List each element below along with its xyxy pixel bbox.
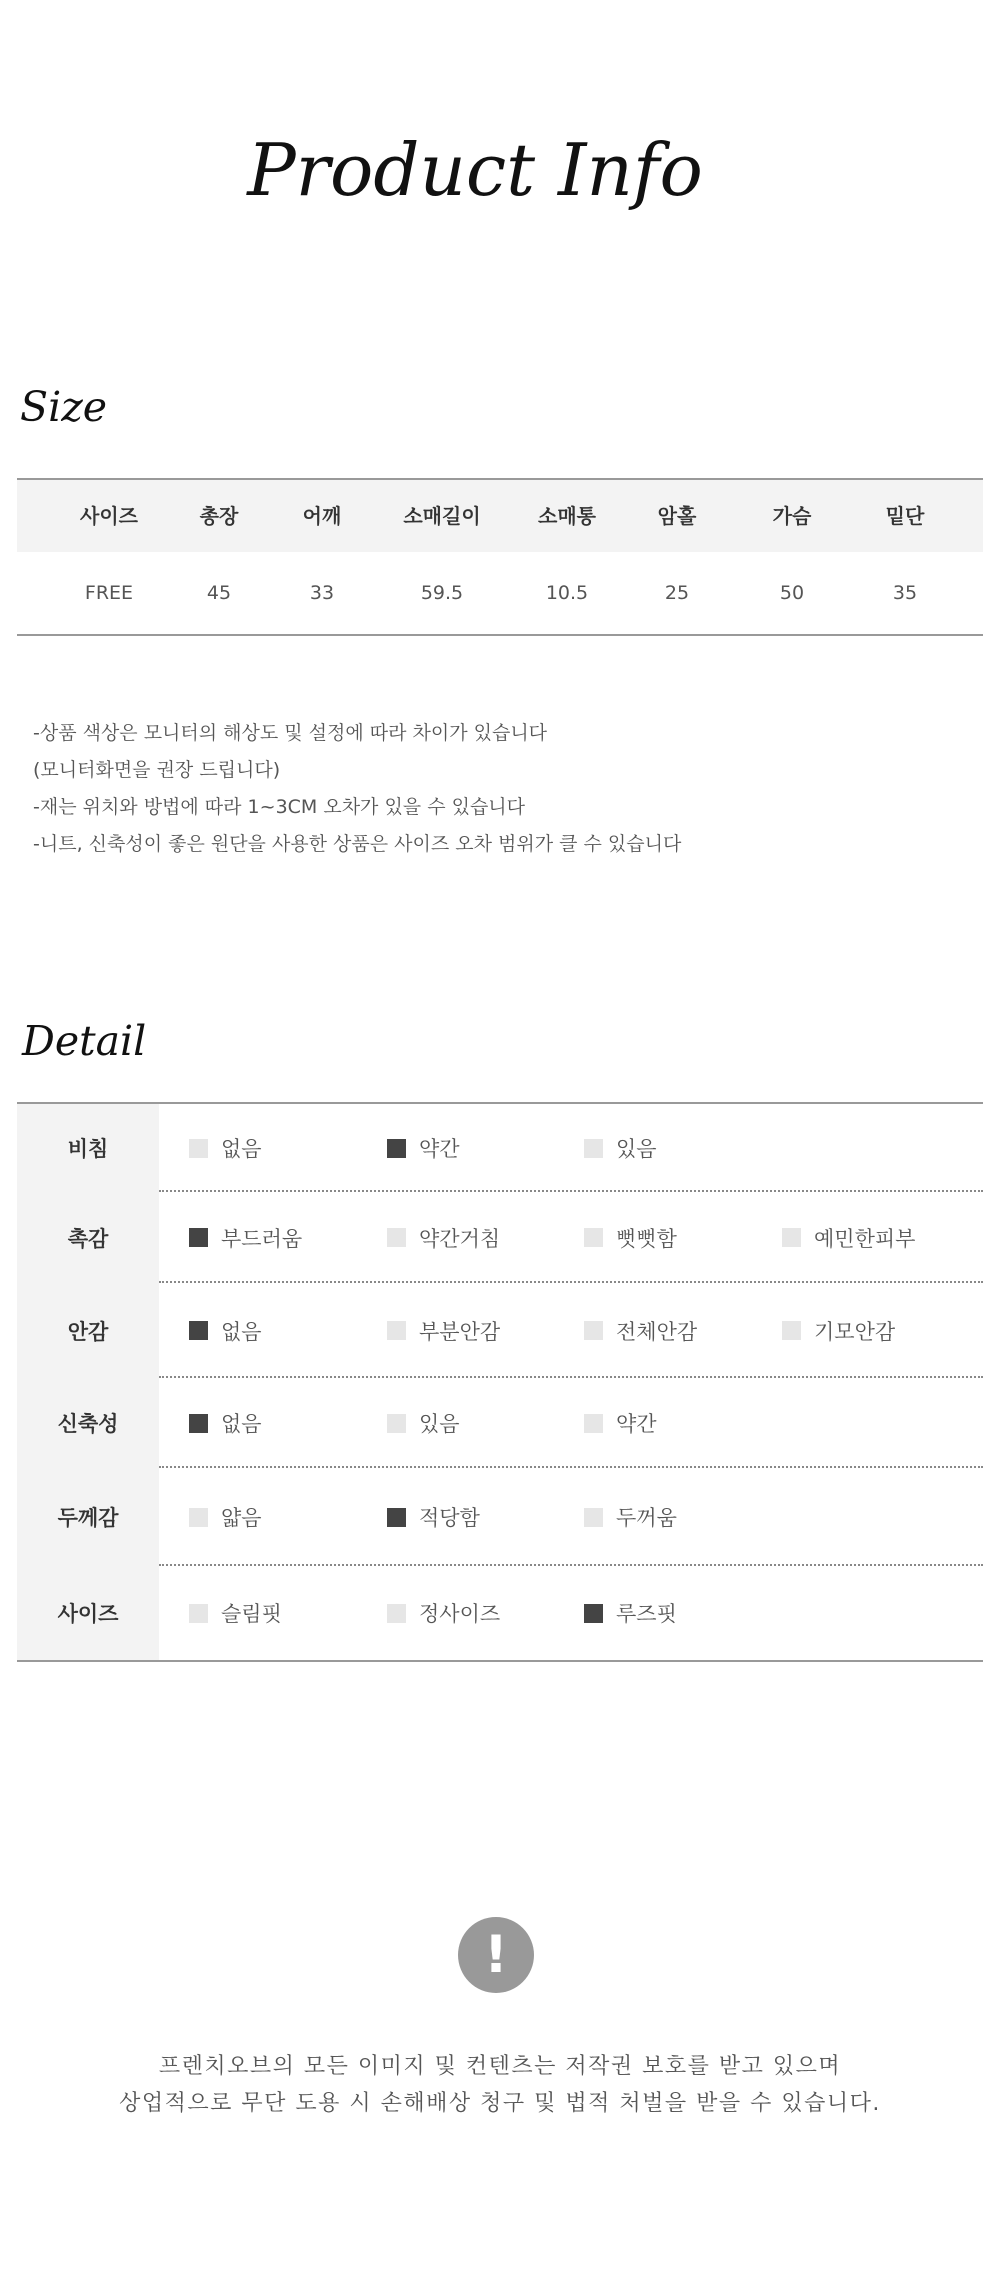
detail-option-label: 없음 (221, 1412, 262, 1436)
detail-label-text: 안감 (67, 1319, 109, 1344)
size-notes (33, 715, 681, 863)
detail-option-label: 두꺼움 (616, 1506, 677, 1530)
detail-row-label (17, 1283, 159, 1378)
detail-row (17, 1192, 983, 1283)
unchecked-box-icon (189, 1604, 208, 1623)
size-cell: 10.5 (545, 582, 589, 604)
detail-row-label (17, 1104, 159, 1192)
detail-label-text: 비침 (67, 1137, 109, 1161)
size-column-header: 밑단 (885, 504, 925, 528)
size-table-header (17, 480, 983, 552)
detail-row-label (17, 1192, 159, 1283)
detail-option (387, 1598, 500, 1628)
detail-option-label: 약간 (419, 1137, 460, 1161)
detail-option (387, 1502, 480, 1532)
detail-option (189, 1133, 262, 1163)
size-column-header: 총장 (199, 504, 239, 528)
detail-option (387, 1223, 500, 1253)
detail-option (387, 1133, 460, 1163)
size-cell: 50 (779, 582, 805, 604)
detail-option (782, 1223, 915, 1253)
size-cell: 35 (892, 582, 918, 604)
detail-option-label: 얇음 (221, 1506, 262, 1530)
note-line: -재는 위치와 방법에 따라 1~3CM 오차가 있을 수 있습니다 (33, 796, 526, 818)
detail-option-label: 부분안감 (419, 1319, 501, 1344)
detail-row-label (17, 1566, 159, 1660)
detail-option (584, 1316, 697, 1346)
checked-box-icon (387, 1508, 406, 1527)
checked-box-icon (584, 1604, 603, 1623)
exclamation-icon: ! (458, 1917, 534, 1993)
detail-option-label: 예민한피부 (814, 1226, 916, 1251)
detail-option-label: 루즈핏 (616, 1602, 677, 1626)
checked-box-icon (387, 1139, 406, 1158)
size-cell: 45 (206, 582, 232, 604)
detail-label-text: 촉감 (67, 1226, 109, 1251)
detail-option (387, 1316, 500, 1346)
detail-option-label: 부드러움 (221, 1226, 303, 1251)
detail-section-title: Detail (22, 1017, 147, 1065)
page-title: Product Info (247, 128, 703, 212)
detail-option (189, 1408, 262, 1438)
note-line: (모니터화면을 권장 드립니다) (33, 759, 281, 781)
unchecked-box-icon (387, 1604, 406, 1623)
note-line: -상품 색상은 모니터의 해상도 및 설정에 따라 차이가 있습니다 (33, 722, 548, 744)
detail-option (189, 1598, 282, 1628)
detail-option-label: 정사이즈 (419, 1602, 501, 1626)
unchecked-box-icon (782, 1321, 801, 1340)
detail-option (584, 1133, 657, 1163)
detail-option-label: 전체안감 (616, 1319, 698, 1344)
unchecked-box-icon (782, 1228, 801, 1247)
size-column-header: 소매통 (538, 504, 596, 528)
detail-option (584, 1408, 657, 1438)
size-cell: 25 (664, 582, 690, 604)
detail-label-text: 두께감 (57, 1506, 119, 1530)
detail-option-label: 없음 (221, 1319, 262, 1344)
detail-option-label: 뻣뻣함 (616, 1226, 677, 1251)
size-table (17, 478, 983, 636)
unchecked-box-icon (387, 1414, 406, 1433)
unchecked-box-icon (584, 1414, 603, 1433)
checked-box-icon (189, 1228, 208, 1247)
unchecked-box-icon (189, 1139, 208, 1158)
detail-option (387, 1408, 460, 1438)
detail-option-label: 적당함 (419, 1506, 480, 1530)
detail-option (584, 1598, 677, 1628)
unchecked-box-icon (584, 1139, 603, 1158)
detail-row (17, 1566, 983, 1660)
size-column-header: 가슴 (772, 504, 812, 528)
unchecked-box-icon (584, 1228, 603, 1247)
checked-box-icon (189, 1414, 208, 1433)
size-column-header: 암홀 (657, 504, 697, 528)
size-column-header: 소매길이 (403, 504, 481, 528)
detail-option-label: 없음 (221, 1137, 262, 1161)
note-line: -니트, 신축성이 좋은 원단을 사용한 상품은 사이즈 오차 범위가 클 수 있습니다 (33, 833, 682, 855)
detail-row (17, 1283, 983, 1378)
detail-label-text: 사이즈 (57, 1602, 119, 1626)
unchecked-box-icon (584, 1321, 603, 1340)
unchecked-box-icon (387, 1228, 406, 1247)
detail-table (17, 1102, 983, 1662)
table-row (17, 552, 983, 634)
detail-option-label: 슬림핏 (221, 1602, 282, 1626)
copyright-line-1: 프렌치오브의 모든 이미지 및 컨텐츠는 저작권 보호를 받고 있으며 (158, 2054, 842, 2079)
unchecked-box-icon (584, 1508, 603, 1527)
size-section-title: Size (20, 383, 108, 431)
detail-label-text: 신축성 (57, 1412, 119, 1436)
detail-option-label: 기모안감 (814, 1319, 896, 1344)
detail-row (17, 1378, 983, 1468)
detail-option (189, 1316, 262, 1346)
size-column-header: 어깨 (302, 504, 342, 528)
detail-option (189, 1502, 262, 1532)
detail-row-label (17, 1468, 159, 1566)
detail-option-label: 있음 (419, 1412, 460, 1436)
detail-option (584, 1502, 677, 1532)
detail-row-label (17, 1378, 159, 1468)
detail-option-label: 약간거침 (419, 1226, 501, 1251)
size-cell: FREE (84, 582, 134, 604)
unchecked-box-icon (189, 1508, 208, 1527)
size-table-body (17, 552, 983, 634)
size-column-header: 사이즈 (80, 504, 138, 528)
copyright-line-2: 상업적으로 무단 도용 시 손해배상 청구 및 법적 처벌을 받을 수 있습니다. (119, 2091, 881, 2116)
detail-option (782, 1316, 895, 1346)
detail-row (17, 1468, 983, 1566)
detail-option-label: 있음 (616, 1137, 657, 1161)
detail-row (17, 1104, 983, 1192)
size-cell: 59.5 (420, 582, 464, 604)
checked-box-icon (189, 1321, 208, 1340)
unchecked-box-icon (387, 1321, 406, 1340)
size-cell: 33 (309, 582, 335, 604)
detail-option (189, 1223, 302, 1253)
detail-option (584, 1223, 677, 1253)
detail-option-label: 약간 (616, 1412, 657, 1436)
